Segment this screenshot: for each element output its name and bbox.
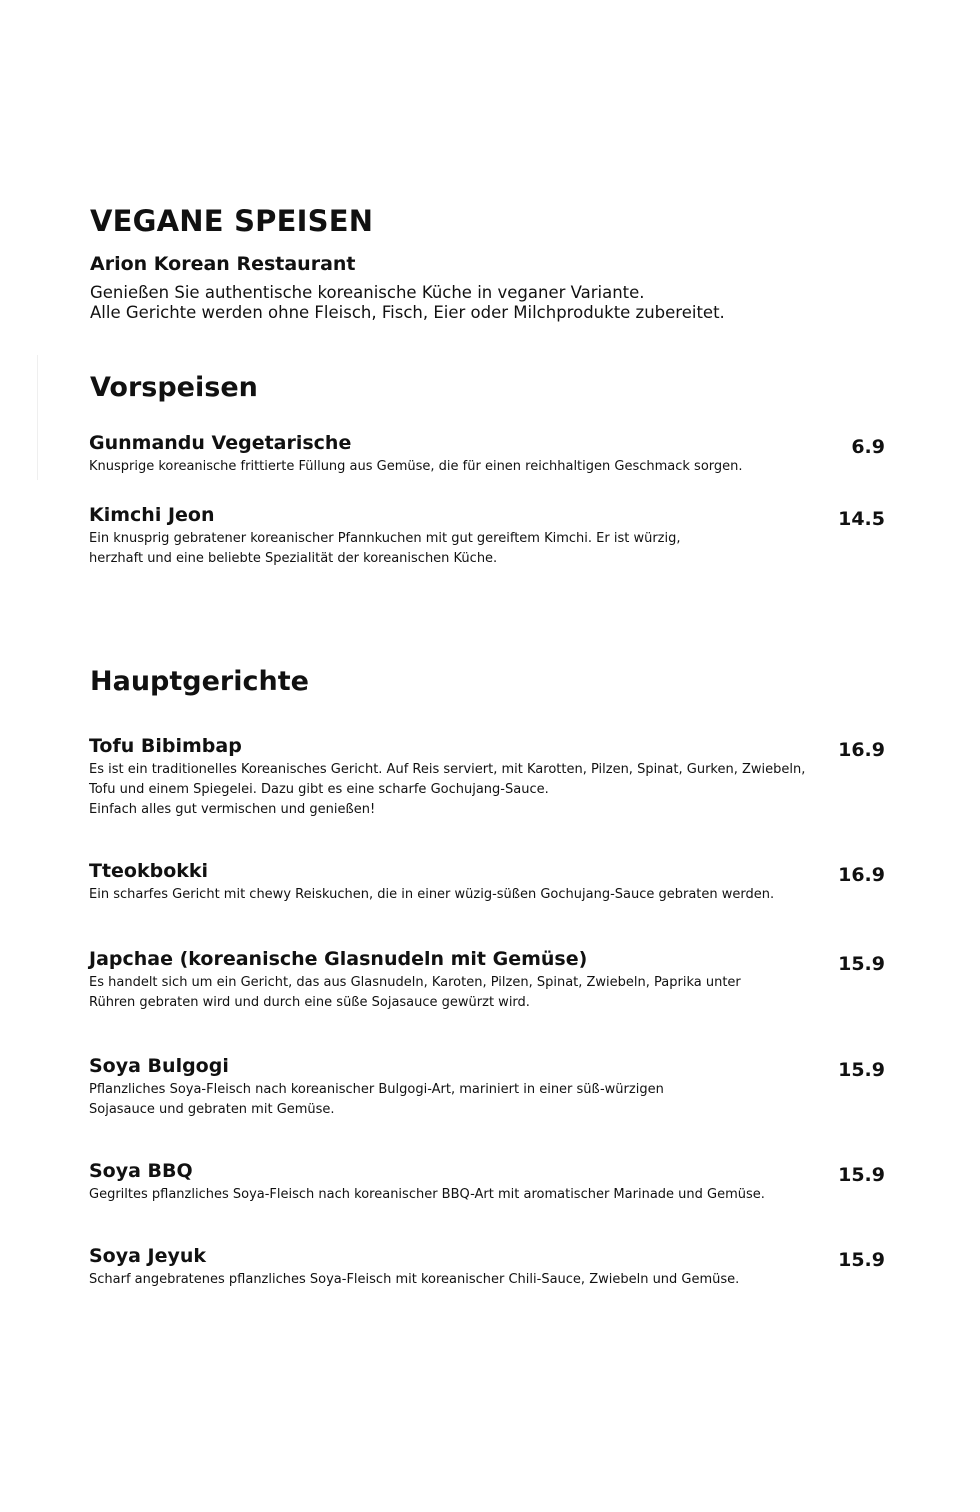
item-description: [89, 973, 829, 1013]
intro-line: Genießen Sie authentische koreanische Küche in veganer Variante.: [90, 283, 645, 302]
description-line: Ein knusprig gebratener koreanischer Pfannkuchen mit gut gereiftem Kimchi. Er ist würzig,: [89, 531, 681, 546]
description-line: Tofu und einem Spiegelei. Dazu gibt es eine scharfe Gochujang-Sauce.: [89, 782, 549, 797]
restaurant-name: Arion Korean Restaurant: [90, 253, 356, 275]
item-price: 15.9: [838, 1059, 885, 1081]
item-description: [89, 1185, 829, 1205]
edge-divider: [37, 355, 38, 480]
item-description: [89, 1080, 829, 1120]
menu-item: [89, 859, 889, 905]
item-price: 15.9: [838, 1164, 885, 1186]
menu-item: [89, 431, 889, 477]
intro-line: Alle Gerichte werden ohne Fleisch, Fisch, Eier oder Milchprodukte zubereitet.: [90, 303, 725, 322]
item-price: 16.9: [838, 864, 885, 886]
item-name: Kimchi Jeon: [89, 504, 215, 526]
description-line: Scharf angebratenes pflanzliches Soya-Fleisch mit koreanischer Chili-Sauce, Zwiebeln und Gemüse.: [89, 1272, 740, 1287]
item-description: [89, 885, 829, 905]
item-name: Soya Jeyuk: [89, 1245, 207, 1267]
description-line: Es handelt sich um ein Gericht, das aus Glasnudeln, Karoten, Pilzen, Spinat, Zwiebeln, Paprika unter: [89, 975, 741, 990]
menu-item: [89, 947, 889, 1013]
menu-item: [89, 1159, 889, 1205]
item-price: 15.9: [838, 1249, 885, 1271]
item-name: Soya Bulgogi: [89, 1055, 229, 1077]
item-name: Tteokbokki: [89, 860, 209, 882]
item-description: [89, 529, 829, 569]
description-line: Gegriltes pflanzliches Soya-Fleisch nach koreanischer BBQ-Art mit aromatischer Marinade und Gemüse.: [89, 1187, 765, 1202]
menu-intro: [90, 283, 850, 323]
description-line: Rühren gebraten wird und durch eine süße Sojasauce gewürzt wird.: [89, 995, 530, 1010]
item-price: 16.9: [838, 739, 885, 761]
menu-item: [89, 503, 889, 569]
item-price: 15.9: [838, 953, 885, 975]
menu-item: [89, 734, 889, 820]
item-name: Gunmandu Vegetarische: [89, 432, 352, 454]
item-description: [89, 760, 829, 820]
section-title-hauptgerichte: Hauptgerichte: [90, 666, 309, 697]
item-name: Soya BBQ: [89, 1160, 193, 1182]
item-price: 14.5: [838, 508, 885, 530]
item-description: [89, 1270, 829, 1290]
section-title-vorspeisen: Vorspeisen: [90, 372, 258, 403]
menu-title: VEGANE SPEISEN: [90, 204, 374, 238]
description-line: herzhaft und eine beliebte Spezialität der koreanischen Küche.: [89, 551, 498, 566]
description-line: Sojasauce und gebraten mit Gemüse.: [89, 1102, 335, 1117]
description-line: Es ist ein traditionelles Koreanisches Gericht. Auf Reis serviert, mit Karotten, Pilzen, Spinat, Gurken, Zwiebeln,: [89, 762, 806, 777]
item-description: [89, 457, 829, 477]
description-line: Ein scharfes Gericht mit chewy Reiskuchen, die in einer wüzig-süßen Gochujang-Sauce gebraten werden.: [89, 887, 775, 902]
description-line: Knusprige koreanische frittierte Füllung aus Gemüse, die für einen reichhaltigen Geschmack sorgen.: [89, 459, 743, 474]
item-price: 6.9: [851, 436, 885, 458]
menu-item: [89, 1054, 889, 1120]
item-name: Tofu Bibimbap: [89, 735, 242, 757]
description-line: Einfach alles gut vermischen und genießen!: [89, 802, 376, 817]
description-line: Pflanzliches Soya-Fleisch nach koreanischer Bulgogi-Art, mariniert in einer süß-würzigen: [89, 1082, 664, 1097]
item-name: Japchae (koreanische Glasnudeln mit Gemüse): [89, 948, 588, 970]
menu-item: [89, 1244, 889, 1290]
